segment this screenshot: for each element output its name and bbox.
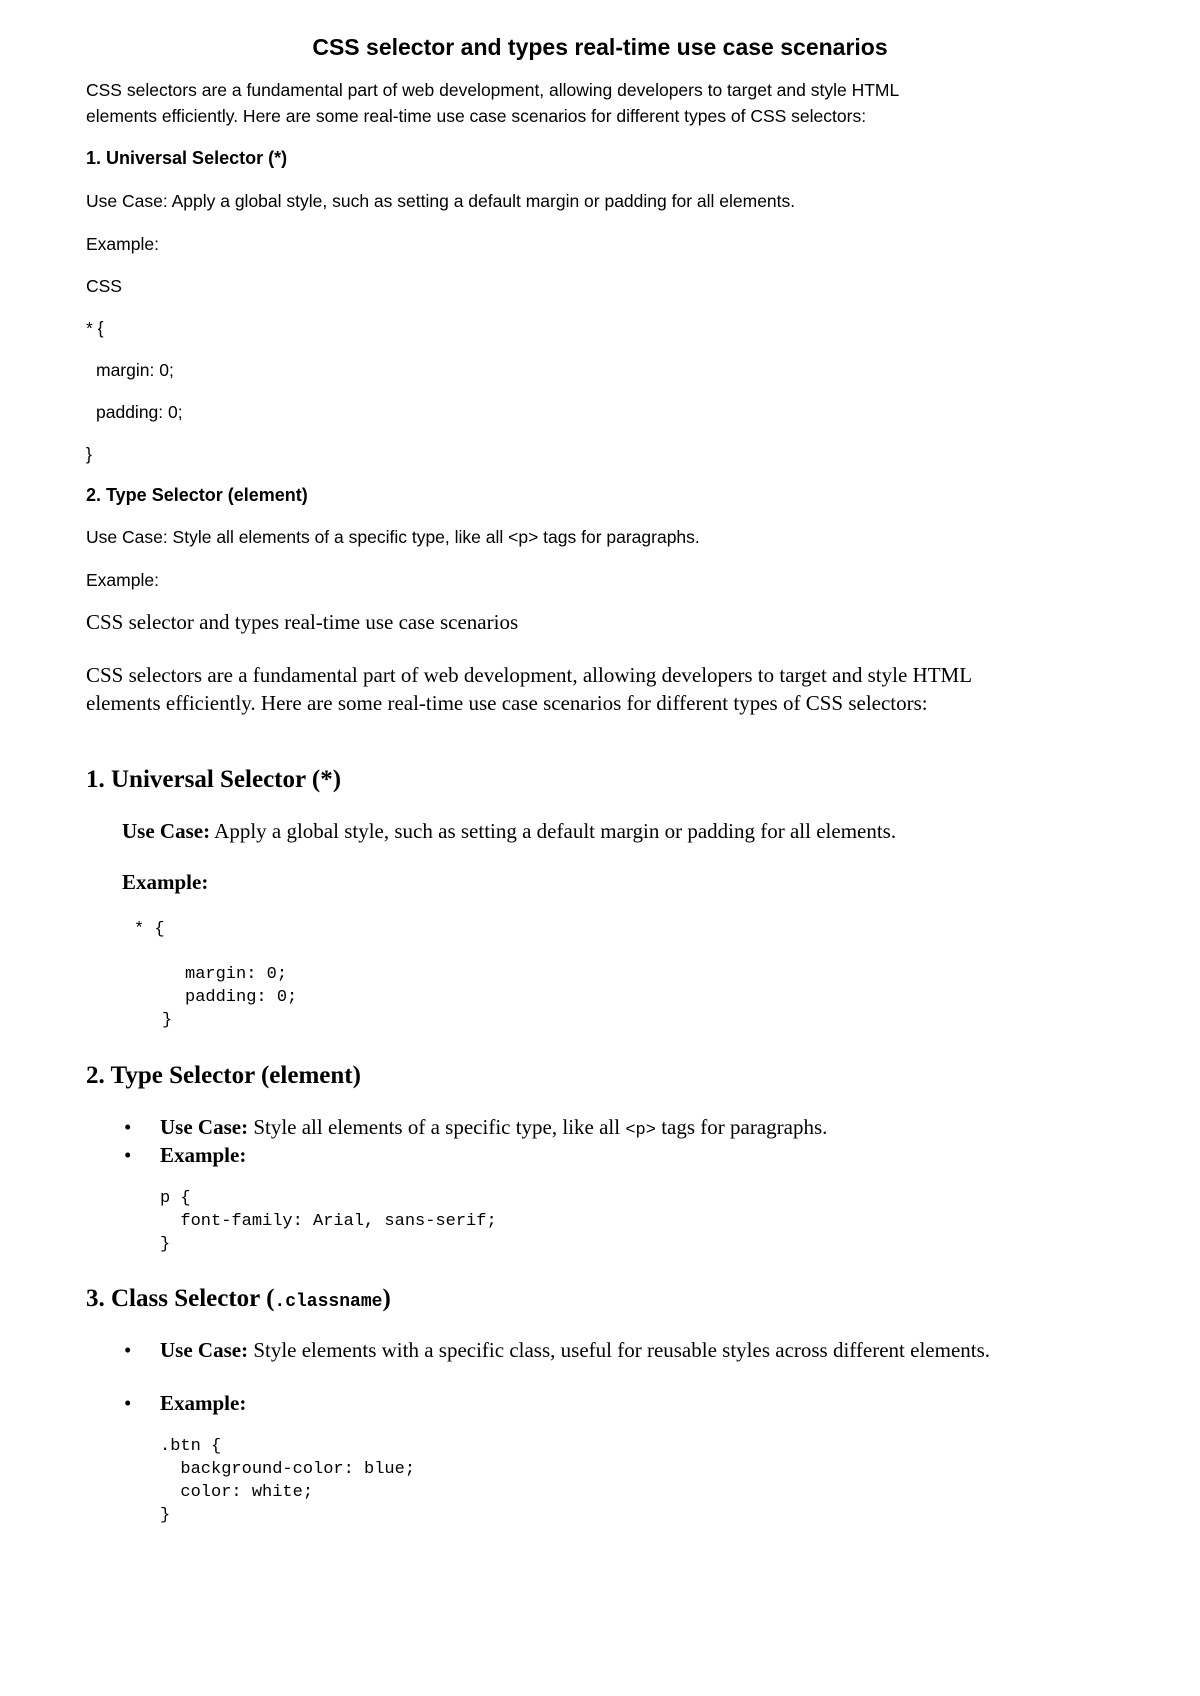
use-case-label: Use Case:: [160, 1338, 249, 1362]
bullet-icon: •: [124, 1143, 132, 1167]
rendered-section-1-example-label: [122, 868, 208, 896]
rendered-s2-code-line-2: font-family: Arial, sans-serif;: [160, 1212, 497, 1231]
section-1-code-line-4: }: [86, 444, 92, 464]
rendered-s1-code-line-2: margin: 0;: [185, 965, 288, 984]
section-1-css-label: CSS: [86, 276, 122, 296]
rendered-s1-code-line-1: * {: [134, 920, 165, 939]
heading-close: ): [382, 1285, 391, 1312]
use-case-code: <p>: [625, 1121, 656, 1140]
rendered-s2-code-line-1: p {: [160, 1189, 191, 1208]
rendered-s3-code-line-3: color: white;: [160, 1483, 314, 1502]
section-1-code-line-3: padding: 0;: [96, 402, 183, 422]
rendered-s1-code-line-3: padding: 0;: [185, 988, 298, 1007]
rendered-s2-code-line-3: }: [160, 1235, 171, 1254]
rendered-section-1-heading: 1. Universal Selector (*): [86, 766, 342, 793]
use-case-label: Use Case:: [122, 819, 211, 843]
intro-line-2: elements efficiently. Here are some real-time use case scenarios for different types of CSS selectors:: [86, 106, 867, 126]
heading-text: 3. Class Selector (: [86, 1285, 275, 1312]
rendered-s3-code-line-1: .btn {: [160, 1437, 222, 1456]
section-1-example-label: Example:: [86, 234, 159, 254]
bullet-icon: •: [124, 1391, 132, 1415]
rendered-s3-code-line-4: }: [160, 1506, 171, 1525]
section-2-heading: 2. Type Selector (element): [86, 485, 308, 505]
section-2-use-case: Use Case: Style all elements of a specific type, like all <p> tags for paragraphs.: [86, 527, 700, 547]
use-case-text-before: Style all elements of a specific type, like all: [248, 1115, 626, 1139]
rendered-section-1-use-case: [122, 817, 896, 845]
section-1-use-case: Use Case: Apply a global style, such as setting a default margin or padding for all elements.: [86, 191, 796, 211]
use-case-text: Apply a global style, such as setting a default margin or padding for all elements.: [210, 819, 897, 843]
use-case-label: Use Case:: [160, 1115, 249, 1139]
rendered-s3-bullet-use-case: [124, 1336, 1044, 1392]
heading-code: .classname: [274, 1292, 383, 1312]
example-label: Example:: [160, 1143, 247, 1167]
use-case-text: Style elements with a specific class, useful for reusable styles across different elements.: [248, 1338, 991, 1362]
rendered-section-2-heading: 2. Type Selector (element): [86, 1062, 361, 1089]
section-2-example-label: Example:: [86, 570, 159, 590]
rendered-title: CSS selector and types real-time use case scenarios: [86, 610, 519, 634]
use-case-text-after: tags for paragraphs.: [655, 1115, 828, 1139]
example-label: Example:: [160, 1391, 247, 1415]
rendered-intro: CSS selectors are a fundamental part of web development, allowing developers to target and style HTML elements efficiently. Here are some real-time use case scenarios for different types of CSS selectors:: [86, 663, 972, 715]
section-1-heading: 1. Universal Selector (*): [86, 148, 288, 168]
example-label: Example:: [122, 870, 209, 894]
document-title: CSS selector and types real-time use case scenarios: [312, 34, 888, 60]
bullet-icon: •: [124, 1338, 132, 1362]
rendered-s3-code-line-2: background-color: blue;: [160, 1460, 416, 1479]
section-1-code-line-2: margin: 0;: [96, 360, 174, 380]
section-1-code-line-1: * {: [86, 318, 104, 338]
rendered-section-3-heading: [86, 1283, 391, 1318]
rendered-s1-code-line-4: }: [162, 1011, 173, 1030]
bullet-icon: •: [124, 1115, 132, 1139]
intro-line-1: CSS selectors are a fundamental part of web development, allowing developers to target and style HTML: [86, 80, 900, 100]
